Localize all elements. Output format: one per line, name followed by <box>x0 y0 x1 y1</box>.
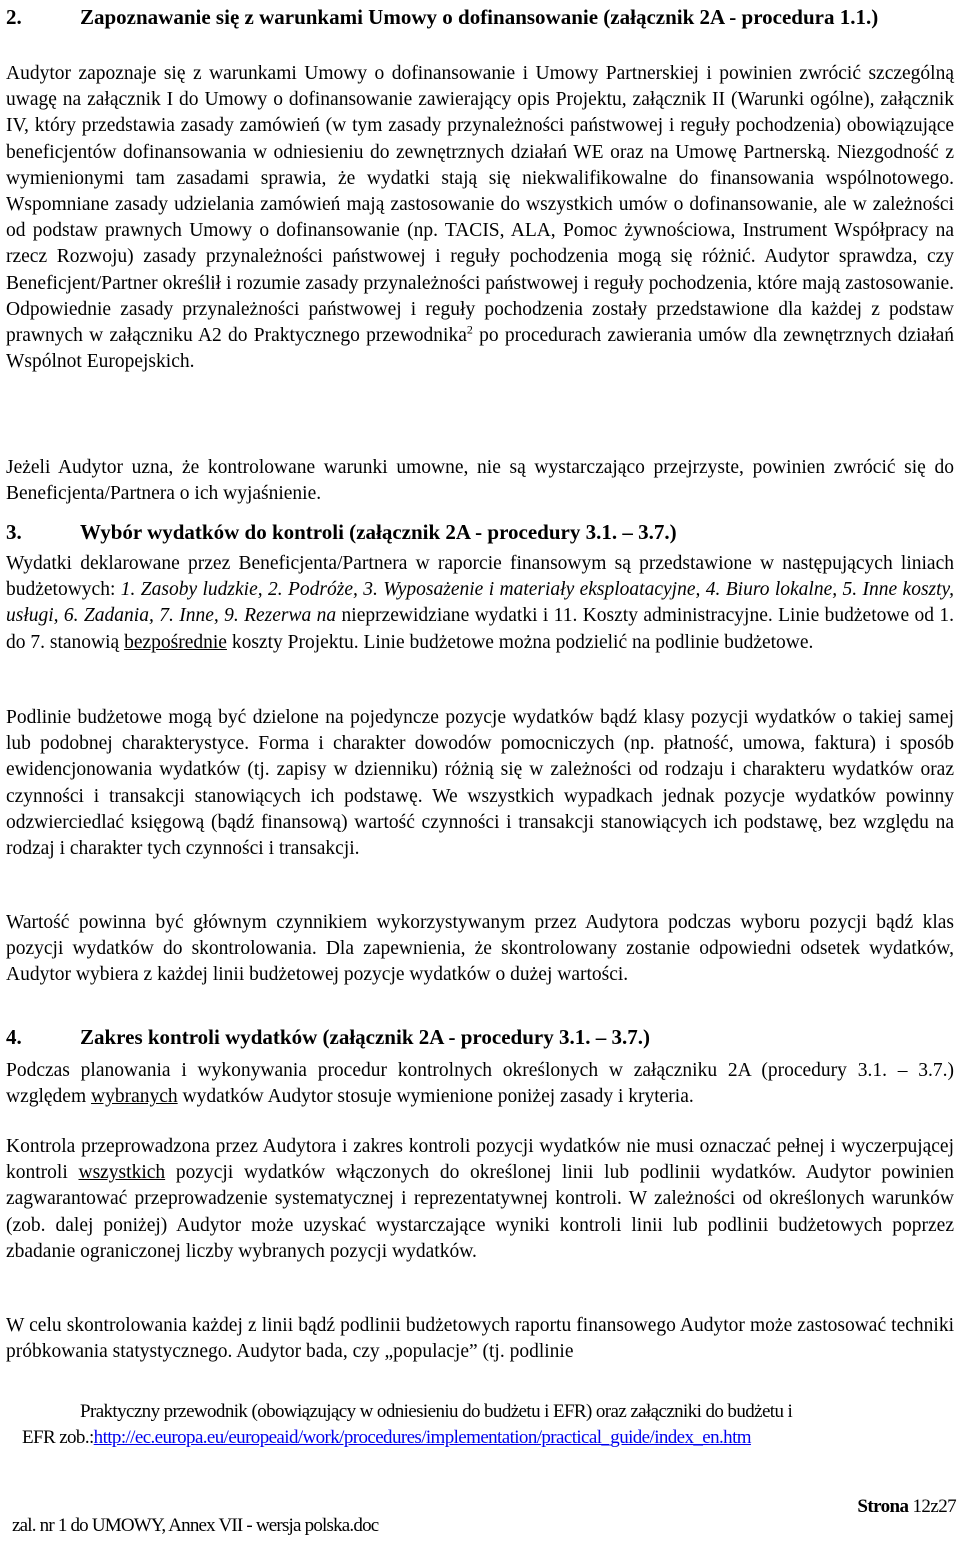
paragraph <box>6 551 954 656</box>
paragraph-text: po procedurach zawierania umów dla zewnętrznych działań Wspólnot Europejskich. <box>6 325 955 373</box>
paragraph-text: pozycji wydatków włączonych do określonej linii lub podlinii wydatków. Audytor powinien zagwarantować przeprowadzenie systematycznej i reprezentatywnej kontroli. W zależności od określonych warunków (zob. dalej poniżej) Audytor może uzyskać wystarczające wyniki kontroli linii lub podlinii budżetowych poprzez zbadanie ograniczonej liczby wybranych pozycji wydatków. <box>6 1162 955 1262</box>
page-separator: z <box>930 1496 939 1517</box>
paragraph-text: wydatków Audytor stosuje wymienione poniżej zasady i kryteria. <box>177 1086 694 1108</box>
paragraph-text: Wydatki deklarowane przez Beneficjenta/Partnera w raporcie finansowym są przedstawione w następujących liniach budżetowych: <box>6 553 954 601</box>
section-title: Zapoznawanie się z warunkami Umowy o dofinansowanie (załącznik 2A - procedura 1.1.) <box>80 5 879 29</box>
section-number: 4. <box>6 1025 22 1049</box>
paragraph-text: koszty Projektu. Linie budżetowe można podzielić na podlinie budżetowe. <box>226 631 814 653</box>
paragraph-text: Podczas planowania i wykonywania procedur kontrolnych określonych w załączniku 2A (procedury 3.1. – 3.7.) względem <box>6 1060 954 1108</box>
footnote-link-line <box>22 1425 751 1451</box>
paragraph-text: Audytor zapoznaje się z warunkami Umowy o dofinansowanie i Umowy Partnerskiej i powinien zwrócić szczególną uwagę na załącznik I do Umowy o dofinansowanie zawierający opis Projektu, załącznik II (Warunki ogólne), załącznik IV, który przedstawia zasady zamówień (w tym zasady przynależności państwowej i reguły pochodzenia) obowiązujące beneficjentów dofinansowania w odniesieniu do zewnętrznych działań WE oraz na Umowę Partnerską. Niezgodność z wymienionymi tam zasadami sprawia, że wydatki stają się niekwalifikowalne do finansowania wspólnotowego. Wspomniane zasady udzielania zamówień mają zastosowanie do wszystkich umów o dofinansowanie, ale w zależności od podstaw prawnych Umowy o dofinansowanie (np. TACIS, ALA, Pomoc żywnościowa, Instrument Współpracy na rzecz Rozwoju) zasady przynależności państwowej i reguły pochodzenia mogą się różnić. Audytor sprawdza, czy Beneficjent/Partner określił i rozumie zasady przynależności państwowej i reguły pochodzenia, które mają zastosowanie. Odpowiednie zasady przynależności państwowej i reguły pochodzenia zostały przedstawione dla każdej z podstaw prawnych w załączniku A2 do Praktycznego przewodnika <box>6 63 954 347</box>
paragraph <box>6 61 954 375</box>
document-filename: zal. nr 1 do UMOWY, Annex VII - wersja polska.doc <box>12 1515 379 1536</box>
section-title: Zakres kontroli wydatków (załącznik 2A - procedury 3.1. – 3.7.) <box>80 1025 650 1049</box>
section-number: 3. <box>6 520 22 544</box>
budget-lines-text: 1. Zasoby ludzkie, 2. Podróże, 3. Wyposażenie i materiały eksploatacyjne, 4. Biuro lokalne, 5. Inne koszty, usługi, 6. Zadania, 7. Inne, 9. Rezerwa na <box>6 579 954 627</box>
page-number <box>857 1496 956 1518</box>
paragraph: Podlinie budżetowe mogą być dzielone na pojedyncze pozycje wydatków bądź klasy pozycji wydatków o takiej samej lub podobnej charakterystyce. Forma i charakter dowodów pomocniczych (np. płatność, umowa, faktura) i sposób ewidencjonowania wydatków (tj. zapisy w dzienniku) różnią się w zależności od rodzaju i charakteru wydatków oraz czynności i transakcji stanowiących ich podstawę. We wszystkich wypadkach jednak pozycje wydatków powinny odzwierciedlać księgową (bądź finansową) wartość czynności i transakcji stanowiących ich podstawę, bez względu na rodzaj i charakter tych czynności i transakcji. <box>6 707 954 860</box>
section-number: 2. <box>6 5 22 29</box>
underlined-text: bezpośrednie <box>124 631 227 653</box>
paragraph <box>6 1058 954 1110</box>
section-4-heading <box>6 1024 650 1050</box>
paragraph: Wartość powinna być głównym czynnikiem wykorzystywanym przez Audytora podczas wyboru pozycji bądź klas pozycji wydatków do skontrolowania. Dla zapewnienia, że skontrolowany zostanie odpowiedni odsetek wydatków, Audytor wybiera z każdej linii budżetowej pozycje wydatków o dużej wartości. <box>6 912 954 986</box>
footnote-prefix: EFR zob.: <box>22 1427 94 1448</box>
section-2-heading <box>6 4 878 30</box>
paragraph: Jeżeli Audytor uzna, że kontrolowane warunki umowne, nie są wystarczająco przejrzyste, powinien zwrócić się do Beneficjenta/Partnera o ich wyjaśnienie. <box>6 457 954 505</box>
underlined-text: wybranych <box>91 1086 178 1108</box>
page-current: 12 <box>912 1496 931 1517</box>
paragraph <box>6 1134 954 1265</box>
page-label: Strona <box>857 1496 909 1517</box>
paragraph-text: Kontrola przeprowadzona przez Audytora i zakres kontroli pozycji wydatków nie musi oznaczać pełnej i wyczerpującej kontroli <box>6 1136 954 1184</box>
footnote-text: Praktyczny przewodnik (obowiązujący w odniesieniu do budżetu i EFR) oraz załączniki do budżetu i <box>80 1401 793 1422</box>
footnote-ref[interactable]: 2 <box>466 322 473 337</box>
practical-guide-link[interactable]: http://ec.europa.eu/europeaid/work/procedures/implementation/practical_guide/index_en.htm <box>93 1427 751 1448</box>
section-3-heading <box>6 519 677 545</box>
underlined-text: wszystkich <box>78 1162 166 1184</box>
section-title: Wybór wydatków do kontroli (załącznik 2A - procedury 3.1. – 3.7.) <box>80 520 677 544</box>
page-total: 27 <box>938 1496 956 1517</box>
paragraph: W celu skontrolowania każdej z linii bądź podlinii budżetowych raportu finansowego Audytor może zastosować techniki próbkowania statystycznego. Audytor bada, czy „populacje” (tj. podlinie <box>6 1315 954 1363</box>
paragraph-text: nieprzewidziane wydatki i 11. Koszty administracyjne. Linie budżetowe od 1. do 7. stanowią <box>6 605 954 653</box>
